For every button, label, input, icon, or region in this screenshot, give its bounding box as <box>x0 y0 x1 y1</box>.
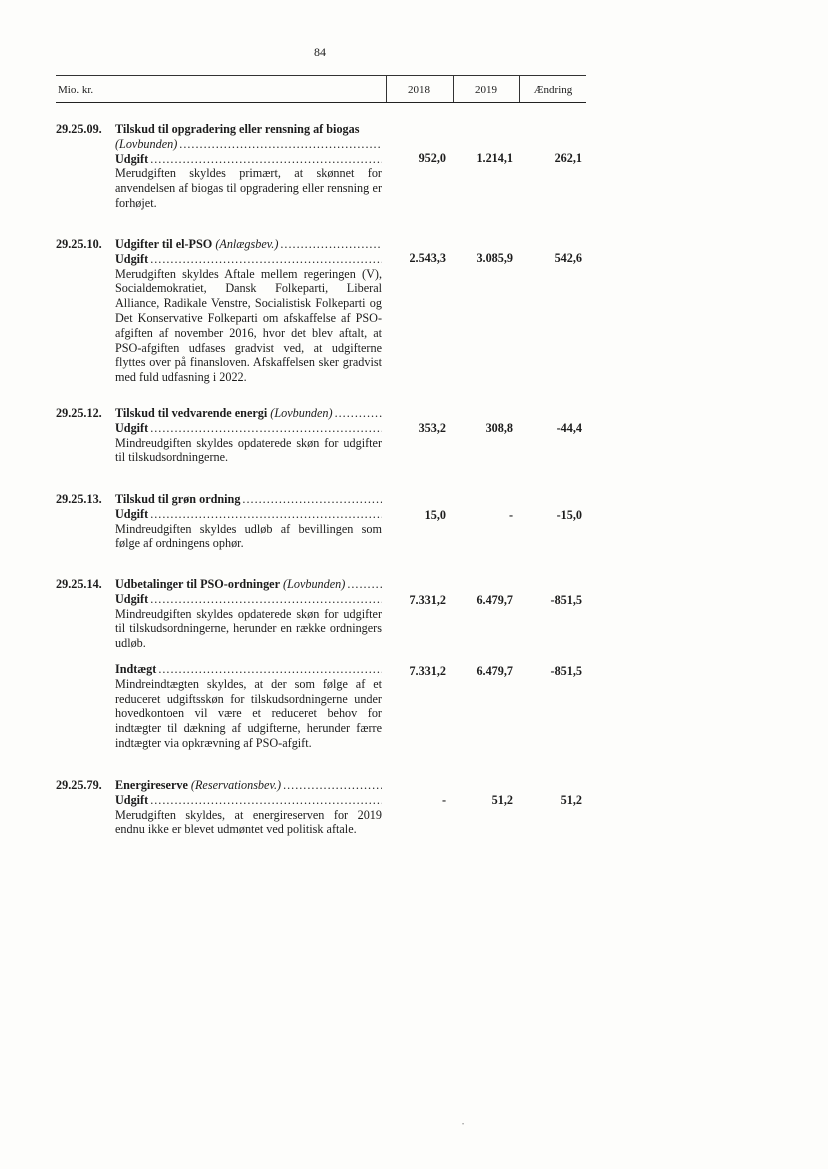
value-2018: 353,2 <box>418 421 446 435</box>
header-unit-label: Mio. kr. <box>58 84 94 96</box>
account-number: 29.25.13. <box>56 492 102 506</box>
value-change: -851,5 <box>550 593 582 607</box>
value-2019: 1.214,1 <box>476 151 513 165</box>
value-change: 542,6 <box>554 251 582 265</box>
entry-subtitle: (Lovbunden) <box>115 136 178 151</box>
entry-body <box>115 492 382 551</box>
entry-kind: Udgift <box>115 151 149 166</box>
entry-kind: Udgift <box>115 792 149 807</box>
value-2019: 308,8 <box>485 421 513 435</box>
entry-description: Mindreudgiften skyldes udløb af bevillingen som følge af ordningens ophør. <box>115 521 382 551</box>
value-2018: 15,0 <box>424 508 446 522</box>
entry-title: Tilskud til vedvarende energi <box>115 406 268 420</box>
table-header-bottom-rule <box>56 102 586 103</box>
entry-description: Merudgiften skyldes Aftale mellem regeringen (V), Socialdemokratiet, Dansk Folkeparti, Liberal Alliance, Radikale Venstre, Socialistisk Folkeparti og Det Konservative Folkeparti om afskaffelse af PSO-afgiften af november 2016, hvor det blev aftalt, at PSO-afgiften udfases gradvist ved, at udgifterne flyttes over på finansloven. Afskaffelsen sker gradvist med fuld udfasning i 2022. <box>115 266 382 385</box>
account-number: 29.25.12. <box>56 406 102 420</box>
value-2018: 2.543,3 <box>409 251 446 265</box>
entry-kind: Indtægt <box>115 662 157 676</box>
entry-body <box>115 237 382 385</box>
value-change: 51,2 <box>560 793 582 807</box>
value-2018: - <box>441 793 446 807</box>
value-2019: 6.479,7 <box>476 664 513 678</box>
entry-title: Udbetalinger til PSO-ordninger <box>115 577 280 591</box>
entry-kind: Udgift <box>115 251 149 266</box>
entry-subtitle: (Lovbunden) <box>283 577 346 591</box>
entry-body <box>115 122 382 211</box>
header-col-change: Ændring <box>533 84 573 96</box>
entry-subtitle: (Reservationsbev.) <box>190 778 282 792</box>
value-2019: - <box>508 508 513 522</box>
page-number: 84 <box>314 45 326 59</box>
value-2018: 7.331,2 <box>409 664 446 678</box>
account-number: 29.25.09. <box>56 122 102 136</box>
value-2019: 51,2 <box>491 793 513 807</box>
entry-body <box>115 778 382 837</box>
header-col-2018: 2018 <box>408 84 430 96</box>
entry-description: Mindreudgiften skyldes opdaterede skøn for udgifter til tilskudsordningerne. <box>115 435 382 465</box>
scan-speck: • <box>462 1122 465 1128</box>
value-change: -15,0 <box>556 508 582 522</box>
entry-kind: Udgift <box>115 420 149 435</box>
value-2019: 6.479,7 <box>476 593 513 607</box>
entry-title: Tilskud til grøn ordning <box>115 492 241 506</box>
account-number: 29.25.10. <box>56 237 102 251</box>
value-2019: 3.085,9 <box>476 251 513 265</box>
value-2018: 952,0 <box>418 151 446 165</box>
entry-kind: Udgift <box>115 506 149 521</box>
entry-body <box>115 577 382 651</box>
entry-description: Mindreudgiften skyldes opdaterede skøn for udgifter til tilskudsordningerne, herunder en række ordningers udløb. <box>115 606 382 651</box>
table-header-top-rule <box>56 75 586 76</box>
entry-body <box>115 406 382 465</box>
entry-body <box>115 662 382 751</box>
account-number: 29.25.79. <box>56 778 102 792</box>
entry-description: Merudgiften skyldes primært, at skønnet for anvendelsen af biogas til opgradering eller rensning er forhøjet. <box>115 166 382 210</box>
value-2018: 7.331,2 <box>409 593 446 607</box>
entry-subtitle: (Lovbunden) <box>270 406 333 420</box>
entry-title: Udgifter til el-PSO <box>115 237 213 251</box>
entry-title: Energireserve <box>115 778 188 792</box>
entry-description: Merudgiften skyldes, at energireserven for 2019 endnu ikke er blevet udmøntet ved politisk aftale. <box>115 807 382 837</box>
account-number: 29.25.14. <box>56 577 102 591</box>
entry-kind: Udgift <box>115 591 149 606</box>
entry-subtitle: (Anlægsbev.) <box>215 237 279 251</box>
value-change: -44,4 <box>556 421 582 435</box>
value-change: -851,5 <box>550 664 582 678</box>
entry-description: Mindreindtægten skyldes, at der som følge af et reduceret udgiftsskøn for tilskudsordningerne under hovedkontoen vil være et reduceret behov for indtægter til dækning af udgifterne, herunder færre indtægter via opkrævning af PSO-afgift. <box>115 676 382 750</box>
header-col-2019: 2019 <box>475 84 497 96</box>
entry-title: Tilskud til opgradering eller rensning af biogas <box>115 122 360 136</box>
value-change: 262,1 <box>554 151 582 165</box>
